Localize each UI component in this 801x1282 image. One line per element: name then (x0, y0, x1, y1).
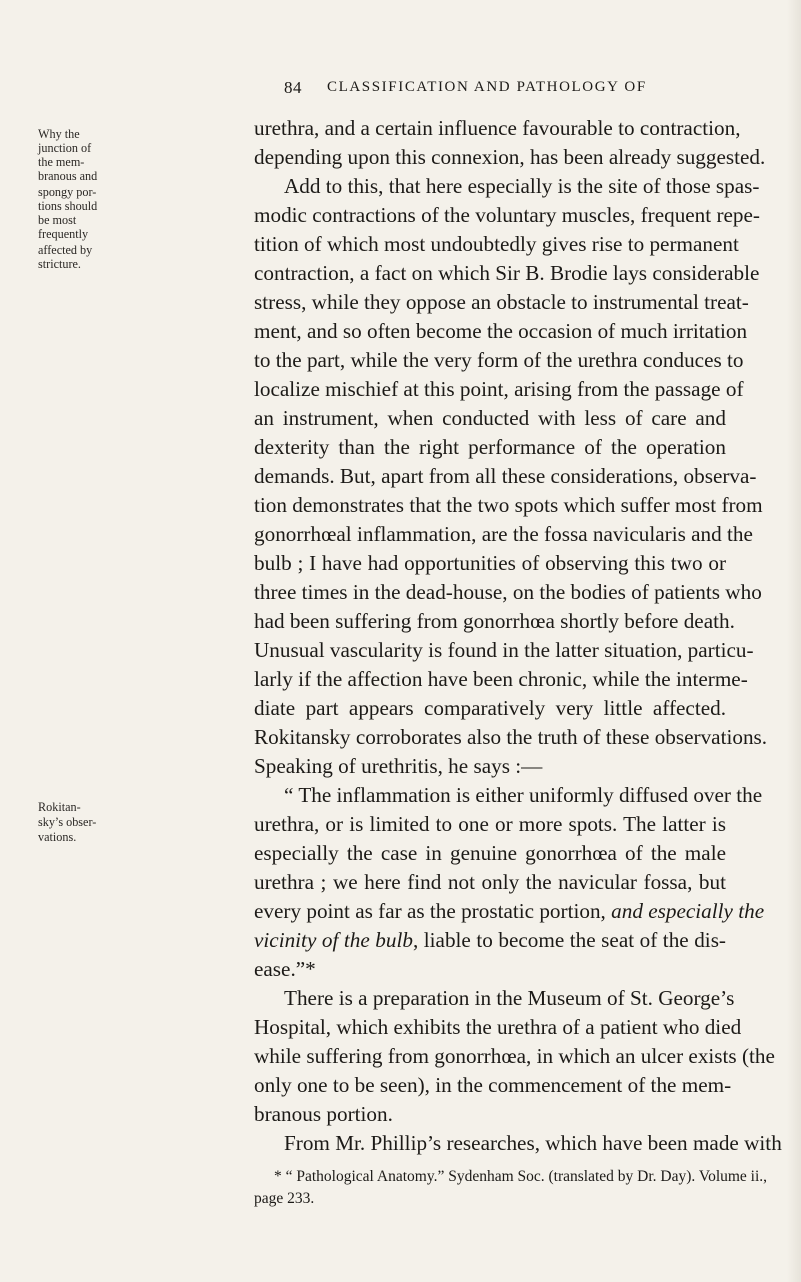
text-line: only one to be seen), in the commencement of the mem- (254, 1073, 732, 1097)
text-line: urethra, or is limited to one or more spots. The latter is (254, 812, 726, 836)
text-line: while suffering from gonorrhœa, in which an ulcer exists (the (254, 1044, 775, 1068)
margin-note-line: frequently (38, 227, 89, 241)
text-line: gonorrhœal inflammation, are the fossa navicularis and the (254, 522, 753, 546)
margin-note-line: Why the (38, 127, 80, 141)
text-line: an instrument, when conducted with less of care and (254, 406, 726, 430)
margin-note-line: the mem- (38, 155, 85, 169)
italic-segment: and especially the (611, 899, 765, 923)
text-line: Hospital, which exhibits the urethra of a patient who died (254, 1015, 742, 1039)
text-line: three times in the dead-house, on the bodies of patients who (254, 580, 762, 604)
text-line: From Mr. Phillip’s researches, which have been made with (284, 1131, 782, 1155)
margin-note-line: Rokitan- (38, 800, 81, 814)
margin-note-line: junction of (38, 141, 92, 155)
margin-note-line: be most (38, 213, 77, 227)
margin-note-line: affected by (38, 243, 93, 257)
text-line: stress, while they oppose an obstacle to instrumental treat- (254, 290, 749, 314)
margin-note-line: spongy por- (38, 185, 97, 199)
text-line: branous portion. (254, 1102, 393, 1126)
text-line: “ The inflammation is either uniformly diffused over the (284, 783, 763, 807)
text-line: especially the case in genuine gonorrhœa of the male (254, 841, 726, 865)
text-segment: every point as far as the prostatic portion, (254, 899, 612, 923)
text-line: urethra, and a certain influence favourable to contraction, (254, 116, 741, 140)
text-line: dexterity than the right performance of the operation (254, 435, 726, 459)
footnote-line: page 233. (254, 1190, 315, 1207)
text-line: contraction, a fact on which Sir B. Brodie lays considerable (254, 261, 760, 285)
text-line: There is a preparation in the Museum of St. George’s (284, 986, 735, 1010)
text-line: bulb ; I have had opportunities of observing this two or (254, 551, 726, 575)
text-line: depending upon this connexion, has been already suggested. (254, 145, 766, 169)
text-line: Rokitansky corroborates also the truth of these observations. (254, 725, 768, 749)
text-line: larly if the affection have been chronic, while the interme- (254, 667, 748, 691)
text-line: urethra ; we here find not only the navicular fossa, but (254, 870, 726, 894)
margin-note-line: sky’s obser- (38, 815, 97, 829)
italic-segment: vicinity of the bulb (254, 928, 413, 952)
text-line-mixed (254, 926, 726, 955)
page-number: 84 (284, 78, 302, 97)
text-line: Unusual vascularity is found in the latter situation, particu- (254, 638, 754, 662)
text-line: tion demonstrates that the two spots which suffer most from (254, 493, 763, 517)
margin-note-line: vations. (38, 830, 77, 844)
text-line: diate part appears comparatively very little affected. (254, 696, 726, 720)
margin-note-line: stricture. (38, 257, 81, 271)
text-line: tition of which most undoubtedly gives rise to permanent (254, 232, 739, 256)
text-line: Add to this, that here especially is the site of those spas- (284, 174, 760, 198)
footnote-line: * “ Pathological Anatomy.” Sydenham Soc. (translated by Dr. Day). Volume ii., (274, 1168, 768, 1185)
text-line: demands. But, apart from all these considerations, observa- (254, 464, 757, 488)
text-line: modic contractions of the voluntary muscles, frequent repe- (254, 203, 760, 227)
text-line: localize mischief at this point, arising from the passage of (254, 377, 744, 401)
margin-note-line: branous and (38, 169, 98, 183)
text-line: to the part, while the very form of the urethra conduces to (254, 348, 744, 372)
margin-note-line: tions should (38, 199, 98, 213)
text-segment: , liable to become the seat of the dis- (412, 928, 726, 952)
text-line-mixed (254, 897, 765, 926)
text-line: Speaking of urethritis, he says :— (254, 754, 543, 778)
text-line: ment, and so often become the occasion of much irritation (254, 319, 748, 343)
text-line: had been suffering from gonorrhœa shortly before death. (254, 609, 735, 633)
text-line: ease.”* (254, 957, 316, 981)
running-head: CLASSIFICATION AND PATHOLOGY OF (327, 79, 647, 95)
